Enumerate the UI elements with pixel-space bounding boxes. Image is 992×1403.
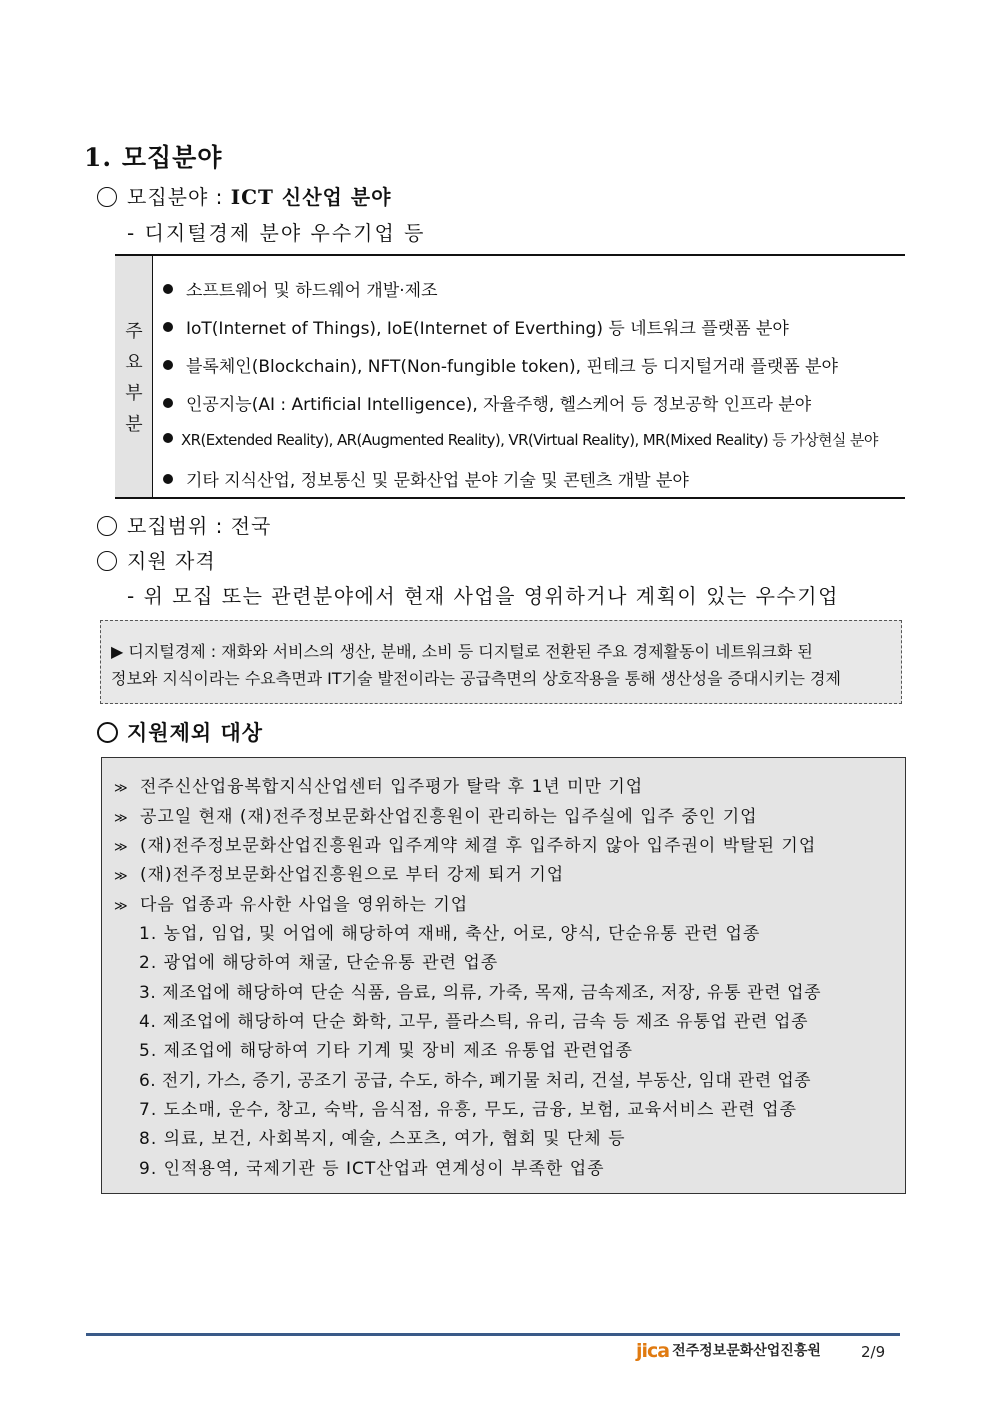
section-title-text: 모집분야 <box>121 143 223 172</box>
industry-item: 9. 인적용역, 국제기관 등 ICT산업과 연계성이 부족한 업종 <box>139 1159 605 1179</box>
note-line-2: 정보와 지식이라는 수요측면과 IT기술 발전이라는 공급측면의 상호작용을 통해 생산성을 증대시키는 경제 <box>111 669 841 688</box>
areas-header-char: 주 <box>125 321 143 342</box>
section-title <box>84 138 222 174</box>
exclusion-item-text: 공고일 현재 (재)전주정보문화산업진흥원이 관리하는 입주실에 입주 중인 기업 <box>140 807 758 827</box>
field-label: 모집분야 : <box>127 185 224 209</box>
area-item-text: 기타 지식산업, 정보통신 및 문화산업 분야 기술 및 콘텐츠 개발 분야 <box>186 471 689 491</box>
areas-header-char: 요 <box>125 352 143 373</box>
circle-bullet-icon <box>97 516 117 536</box>
exclusion-box <box>101 757 906 1194</box>
exclusion-item-text: 전주신산업융복합지식산업센터 입주평가 탈락 후 1년 미만 기업 <box>140 777 644 797</box>
scope-line <box>97 510 271 539</box>
areas-header-char: 부 <box>125 383 143 404</box>
area-item <box>163 390 811 415</box>
industry-item: 5. 제조업에 해당하여 기타 기계 및 장비 제조 유통업 관련업종 <box>139 1041 633 1061</box>
exclusion-title-text: 지원제외 대상 <box>127 721 264 745</box>
circle-bullet-icon <box>97 187 117 207</box>
field-line <box>97 181 391 210</box>
org-name: 전주정보문화산업진흥원 <box>672 1343 821 1359</box>
section-number: 1. <box>84 143 113 172</box>
bullet-dot-icon <box>163 398 173 408</box>
exclusion-item-text: 다음 업종과 유사한 사업을 영위하는 기업 <box>140 895 469 915</box>
industry-item: 4. 제조업에 해당하여 단순 화학, 고무, 플라스틱, 유리, 금속 등 제조 유통업 관련 업종 <box>139 1012 809 1032</box>
eligibility-line <box>97 545 216 574</box>
area-item <box>163 466 689 491</box>
bullet-dot-icon <box>163 433 173 443</box>
double-arrow-icon: ≫ <box>114 781 129 796</box>
circle-bullet-icon <box>97 722 118 743</box>
area-item-text: 인공지능(AI : Artificial Intelligence), 자율주행, 헬스케어 등 정보공학 인프라 분야 <box>186 395 812 415</box>
double-arrow-icon: ≫ <box>114 840 129 855</box>
industry-item: 8. 의료, 보건, 사회복지, 예술, 스포츠, 여가, 협회 및 단체 등 <box>139 1129 626 1149</box>
areas-header-char: 분 <box>125 414 143 435</box>
eligibility-label: 지원 자격 <box>127 549 216 573</box>
double-arrow-icon: ≫ <box>114 811 129 826</box>
area-item-text: IoT(Internet of Things), IoE(Internet of Everthing) 등 네트워크 플랫폼 분야 <box>186 319 789 339</box>
field-sub: - 디지털경제 분야 우수기업 등 <box>127 221 426 245</box>
scope-label: 모집범위 : 전국 <box>127 514 272 538</box>
industry-item: 7. 도소매, 운수, 창고, 숙박, 음식점, 유흥, 무도, 금융, 보험, 교육서비스 관련 업종 <box>139 1100 797 1120</box>
area-item-text: XR(Extended Reality), AR(Augmented Reality), VR(Virtual Reality), MR(Mixed Reality) 등 가상현실 분야 <box>181 431 878 449</box>
areas-header <box>115 316 153 440</box>
logo-mark: jica <box>636 1340 670 1362</box>
footer-rule <box>86 1333 900 1336</box>
bullet-dot-icon <box>163 284 173 294</box>
area-item <box>163 276 438 301</box>
bullet-dot-icon <box>163 360 173 370</box>
areas-table <box>115 254 905 499</box>
circle-bullet-icon <box>97 551 117 571</box>
areas-header-cell <box>115 256 153 497</box>
eligibility-sub: - 위 모집 또는 관련분야에서 현재 사업을 영위하거나 계획이 있는 우수기업 <box>127 584 839 608</box>
exclusion-item-text: (재)전주정보문화산업진흥원으로 부터 강제 퇴거 기업 <box>140 865 565 885</box>
exclusion-item <box>114 772 643 797</box>
exclusion-item-text: (재)전주정보문화산업진흥원과 입주계약 체결 후 입주하지 않아 입주권이 박탈된 기업 <box>140 836 817 856</box>
note-line-1: ▶ 디지털경제 : 재화와 서비스의 생산, 분배, 소비 등 디지털로 전환된 주요 경제활동이 네트워크화 된 <box>111 642 813 661</box>
area-item <box>163 352 838 377</box>
footer-logo <box>636 1340 821 1364</box>
exclusion-item <box>114 802 758 827</box>
exclusion-item <box>114 831 816 856</box>
bullet-dot-icon <box>163 322 173 332</box>
definition-note-box <box>100 620 902 704</box>
exclusion-item <box>114 890 468 915</box>
page-number: 2/9 <box>861 1343 886 1361</box>
double-arrow-icon: ≫ <box>114 869 129 884</box>
area-item-text: 소프트웨어 및 하드웨어 개발·제조 <box>186 281 438 301</box>
area-item <box>163 429 878 450</box>
area-item-text: 블록체인(Blockchain), NFT(Non-fungible token), 핀테크 등 디지털거래 플랫폼 분야 <box>186 357 838 377</box>
industry-item: 3. 제조업에 해당하여 단순 식품, 음료, 의류, 가죽, 목재, 금속제조, 저장, 유통 관련 업종 <box>139 983 822 1003</box>
industry-item: 6. 전기, 가스, 증기, 공조기 공급, 수도, 하수, 폐기물 처리, 건설, 부동산, 임대 관련 업종 <box>139 1071 811 1091</box>
industry-item: 2. 광업에 해당하여 채굴, 단순유통 관련 업종 <box>139 953 499 973</box>
area-item <box>163 314 789 339</box>
field-value: ICT 신산업 분야 <box>230 185 392 209</box>
exclusion-title <box>97 717 263 747</box>
double-arrow-icon: ≫ <box>114 899 129 914</box>
industry-item: 1. 농업, 임업, 및 어업에 해당하여 재배, 축산, 어로, 양식, 단순유통 관련 업종 <box>139 924 761 944</box>
bullet-dot-icon <box>163 474 173 484</box>
exclusion-item <box>114 860 564 885</box>
